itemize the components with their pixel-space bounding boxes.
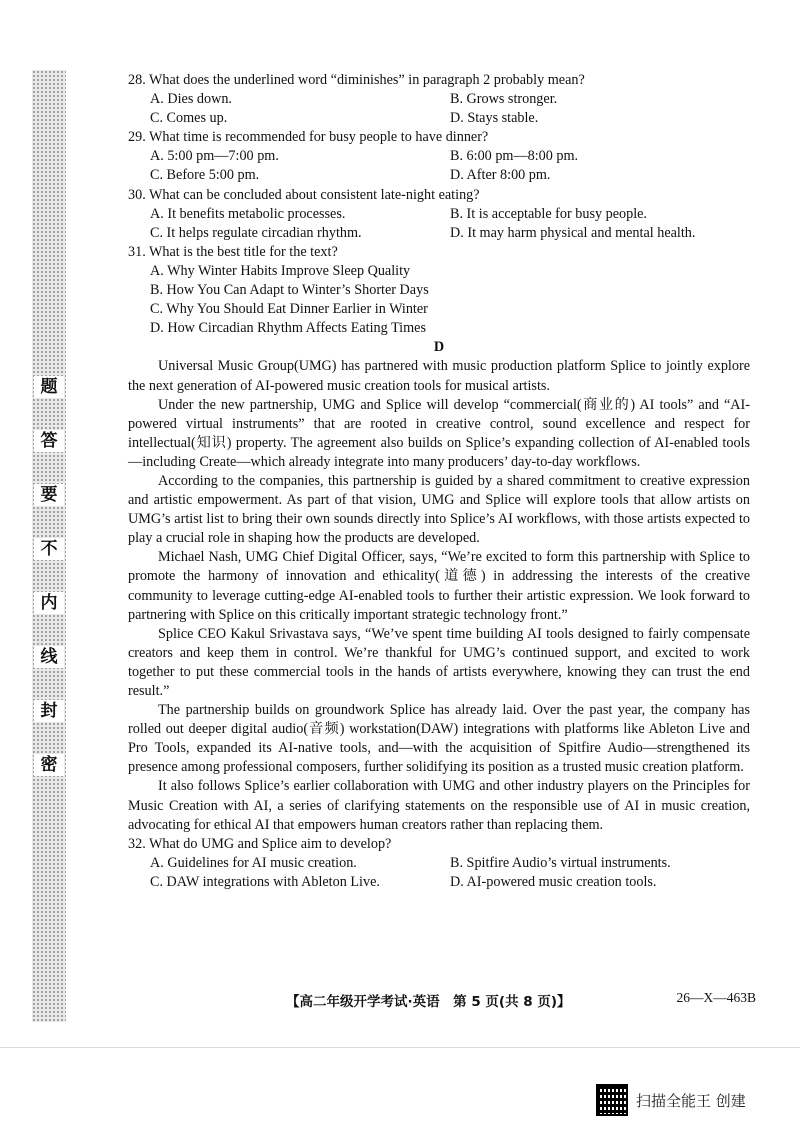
paragraph: It also follows Splice’s earlier collaboration with UMG and other industry players on the Principles for Music Creation with AI, a series of clarifying statements on the responsible use of AI in music creation, advocating for ethical AI that empowers human creators rather than replacing them. — [128, 778, 750, 833]
binding-label: 答 — [34, 430, 64, 452]
question-30 — [128, 186, 750, 243]
qr-code-icon — [596, 1084, 628, 1116]
binding-label: 要 — [34, 484, 64, 506]
question-stem: 29. What time is recommended for busy people to have dinner? — [128, 129, 489, 146]
paragraph: According to the companies, this partnership is guided by a shared commitment to creative expression and artistic empowerment. As part of that vision, UMG and Splice will explore tools that allow artists on UMG’s artist list to bring their own sounds directly into Splice’s AI workflows, with those artists expected to play a crucial role in shaping how the products are developed. — [128, 472, 750, 547]
option-row: C. Before 5:00 pm. D. After 8:00 pm. — [150, 167, 551, 184]
paragraph: Michael Nash, UMG Chief Digital Officer, says, “We’re excited to form this partnership with Splice to promote the harmony of innovation and ethicality(道德) in addressing the interests of the creative community to leverage cutting-edge AI-enabled tools to further their artistic expression. We look forward to partnering with Splice on this critically important strategic technology front.” — [128, 549, 750, 623]
exam-page — [128, 71, 750, 892]
question-stem: 32. What do UMG and Splice aim to develop? — [128, 835, 392, 852]
binding-label: 密 — [34, 754, 64, 776]
question-32 — [128, 835, 750, 892]
question-stem: 31. What is the best title for the text? — [128, 243, 338, 260]
paragraph: The partnership builds on groundwork Splice has already laid. Over the past year, the company has rolled out deeper digital audio(音频) workstation(DAW) integrations with platforms like Ableton Live and Pro Tools, expanded its AI-native tools, and—with the acquisition of Spitfire Audio—strengthened its presence among professional composers, further solidifying its position as a trusted music creation platform. — [128, 702, 750, 776]
question-stem: 30. What can be concluded about consistent late-night eating? — [128, 186, 480, 203]
option-row: A. Dies down. B. Grows stronger. — [150, 91, 558, 108]
section-heading: D — [433, 339, 445, 356]
paragraph: Splice CEO Kakul Srivastava says, “We’ve spent time building AI tools designed to fairly compensate creators and keep them in control. We’re thankful for UMG’s continued support, and excited to work together to put these commercial tools in the hands of artists everywhere, knowing they can trust the end result.” — [128, 625, 750, 699]
paragraph: Under the new partnership, UMG and Splice will develop “commercial(商业的) AI tools” and “AI-powered virtual instruments” that are rooted in creative control, sound excellence and respect for intellectual(知识) property. The agreement also builds on Splice’s expanding collection of AI-enabled tools—including Create—which already integrate into many producers’ day-to-day workflows. — [128, 396, 750, 470]
option-row: C. DAW integrations with Ableton Live. D. AI-powered music creation tools. — [150, 873, 657, 890]
option-row: C. Comes up. D. Stays stable. — [150, 110, 539, 127]
binding-label: 封 — [34, 700, 64, 722]
passage-d — [128, 357, 750, 834]
footer-label: 【高二年级开学考试·英语 第 5 页(共 8 页)】 — [286, 994, 571, 1010]
question-stem: 28. What does the underlined word “diminishes” in paragraph 2 probably mean? — [128, 72, 585, 88]
option-row: C. It helps regulate circadian rhythm. D. It may harm physical and mental health. — [150, 224, 696, 241]
question-29 — [128, 128, 750, 185]
scanner-text: 扫描全能王 创建 — [636, 1091, 746, 1110]
binding-label: 题 — [34, 376, 64, 398]
binding-label: 不 — [34, 538, 64, 560]
binding-label: 内 — [34, 592, 64, 614]
question-28 — [128, 71, 750, 128]
option: A. Why Winter Habits Improve Sleep Quality — [150, 262, 411, 279]
paragraph: Universal Music Group(UMG) has partnered with music production platform Splice to jointly explore the next generation of AI-powered music creation tools for musical artists. — [128, 358, 750, 394]
option-row: A. Guidelines for AI music creation. B. Spitfire Audio’s virtual instruments. — [150, 854, 671, 871]
option-row: A. 5:00 pm—7:00 pm. B. 6:00 pm—8:00 pm. — [150, 148, 579, 165]
scan-divider — [0, 1047, 800, 1048]
scanner-watermark — [596, 1084, 746, 1116]
option: D. How Circadian Rhythm Affects Eating Times — [150, 320, 426, 337]
exam-code: 26—X—463B — [676, 990, 756, 1005]
question-31 — [128, 243, 750, 338]
option-row: A. It benefits metabolic processes. B. It is acceptable for busy people. — [150, 205, 647, 222]
option: B. How You Can Adapt to Winter’s Shorter Days — [150, 282, 429, 299]
binding-label: 线 — [34, 646, 64, 668]
option: C. Why You Should Eat Dinner Earlier in Winter — [150, 301, 428, 318]
page-footer — [286, 990, 756, 1010]
